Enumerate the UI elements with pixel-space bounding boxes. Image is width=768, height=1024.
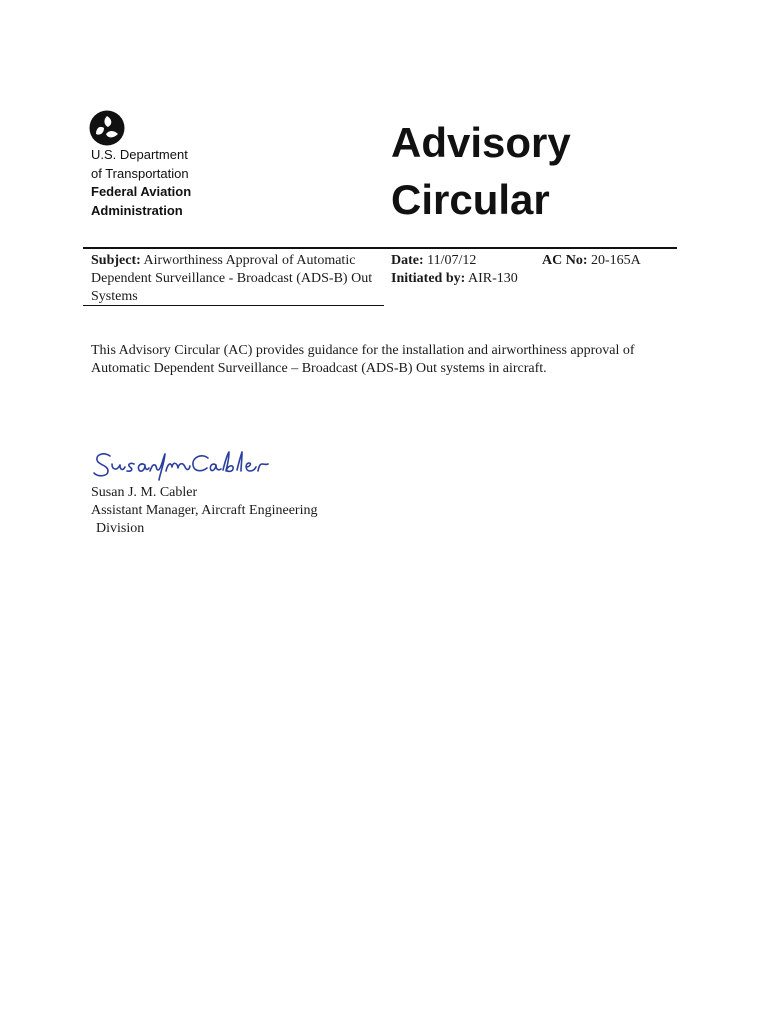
subject-block [91,252,381,306]
dot-logo-icon [89,110,125,146]
subject-label: Subject: [91,253,141,268]
title-line-circular: Circular [391,176,550,223]
agency-block [91,146,191,220]
date-block [391,252,518,288]
ac-no-label: AC No: [542,253,588,268]
page-title [391,114,571,228]
date-value: 11/07/12 [427,253,477,268]
header-rule [83,247,677,249]
agency-line-faa: Federal Aviation [91,184,192,199]
signer-title: Assistant Manager, Aircraft Engineering [91,503,318,518]
ac-number-block [542,252,641,270]
initiated-by-label: Initiated by: [391,271,466,286]
initiated-by-value: AIR-130 [468,271,518,286]
signer-block [91,484,317,538]
subject-rule [83,305,384,306]
signer-name: Susan J. M. Cabler [91,485,198,500]
handwritten-signature [90,446,275,482]
subject-text: Airworthiness Approval of Automatic Dependent Surveillance - Broadcast (ADS-B) Out Systems [91,253,373,304]
date-label: Date: [391,253,424,268]
ac-no-value: 20-165A [591,253,641,268]
agency-line-department: U.S. Department [91,147,188,162]
title-line-advisory: Advisory [391,119,571,166]
agency-line-transportation: of Transportation [91,165,189,181]
intro-paragraph: This Advisory Circular (AC) provides guidance for the installation and airworthiness approval of Automatic Dependent Surveillance – Broadcast (ADS-B) Out systems in aircraft. [91,343,635,376]
signer-division: Division [96,521,145,536]
agency-line-administration: Administration [91,202,183,218]
